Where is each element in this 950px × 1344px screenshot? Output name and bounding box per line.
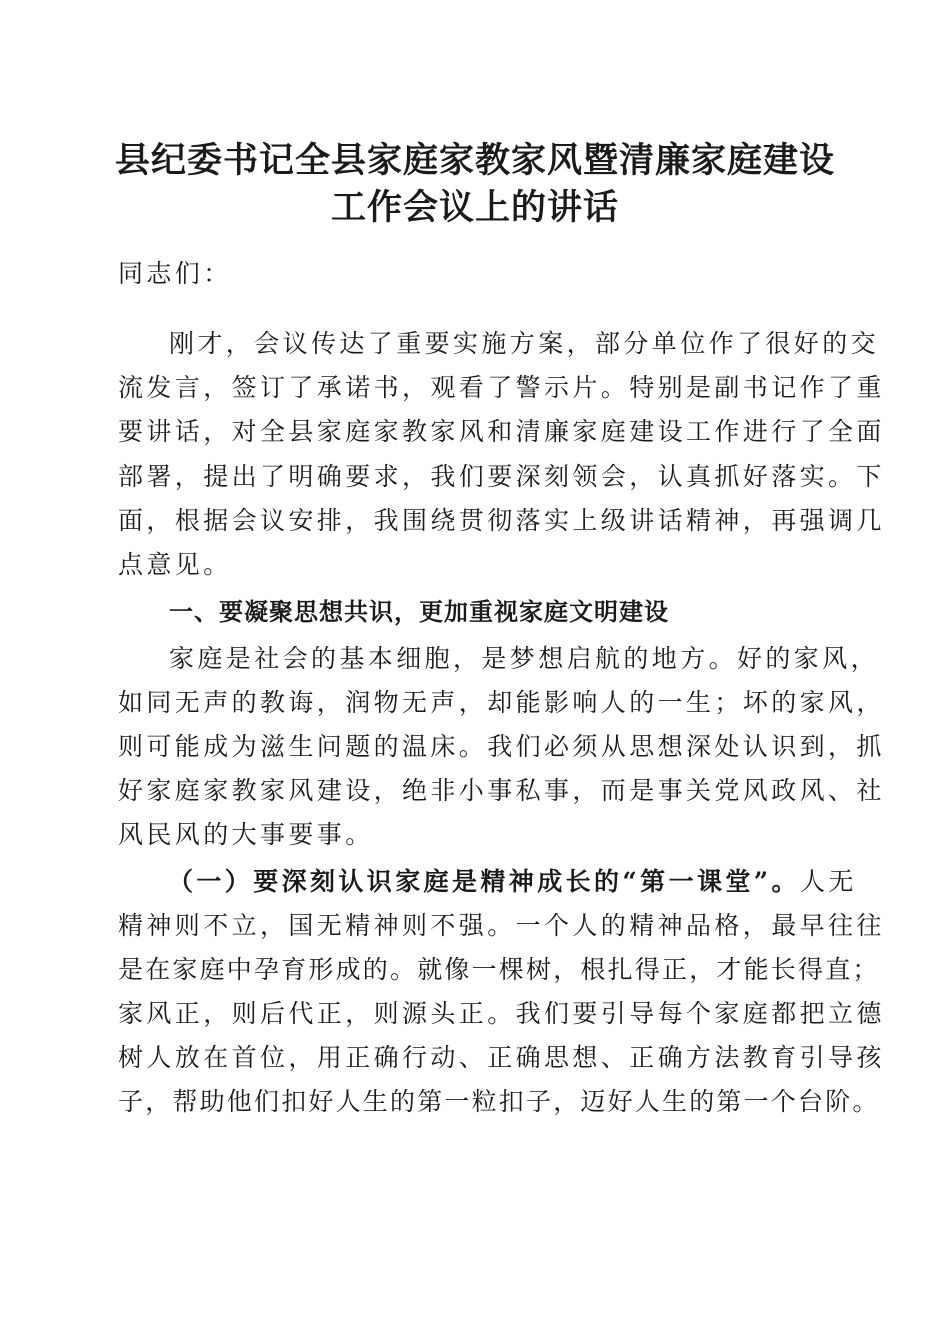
paragraph-line: 面，根据会议安排，我围绕贯彻落实上级讲话精神，再强调几 bbox=[118, 506, 885, 535]
paragraph-line: 子，帮助他们扣好人生的第一粒扣子，迈好人生的第一个台阶。 bbox=[118, 1087, 880, 1116]
paragraph-line: 风民风的大事要事。 bbox=[118, 820, 374, 849]
subsection-line-continuation: 人无 bbox=[799, 867, 857, 896]
document-title-line-1: 县纪委书记全县家庭家教家风暨清廉家庭建设 bbox=[114, 140, 835, 181]
paragraph-line: 树人放在首位，用正确行动、正确思想、正确方法教育引导孩 bbox=[118, 1043, 885, 1072]
subsection-first-line bbox=[168, 860, 857, 904]
paragraph-line: 刚才，会议传达了重要实施方案，部分单位作了很好的交 bbox=[169, 329, 880, 358]
paragraph-line: 家风正，则后代正，则源头正。我们要引导每个家庭都把立德 bbox=[118, 999, 885, 1028]
subsection-heading: （一）要深刻认识家庭是精神成长的“第一课堂”。 bbox=[168, 867, 800, 896]
paragraph-line: 点意见。 bbox=[118, 550, 232, 579]
salutation: 同志们： bbox=[118, 259, 232, 288]
document-title-line-2: 工作会议上的讲话 bbox=[330, 187, 619, 228]
paragraph-line: 流发言，签订了承诺书，观看了警示片。特别是副书记作了重 bbox=[118, 373, 885, 402]
paragraph-line: 部署，提出了明确要求，我们要深刻领会，认真抓好落实。下 bbox=[118, 462, 885, 491]
paragraph-line: 如同无声的教诲，润物无声，却能影响人的一生；坏的家风， bbox=[118, 688, 885, 717]
paragraph-line: 精神则不立，国无精神则不强。一个人的精神品格，最早往往 bbox=[118, 911, 885, 940]
paragraph-line: 要讲话，对全县家庭家教家风和清廉家庭建设工作进行了全面 bbox=[118, 417, 885, 446]
paragraph-line: 好家庭家教家风建设，绝非小事私事，而是事关党风政风、社 bbox=[118, 776, 885, 805]
section-heading: 一、要凝聚思想共识，更加重视家庭文明建设 bbox=[169, 598, 669, 626]
paragraph-line: 则可能成为滋生问题的温床。我们必须从思想深处认识到，抓 bbox=[118, 732, 885, 761]
paragraph-line: 是在家庭中孕育形成的。就像一棵树，根扎得正，才能长得直； bbox=[118, 955, 880, 984]
paragraph-line: 家庭是社会的基本细胞，是梦想启航的地方。好的家风， bbox=[169, 644, 880, 673]
